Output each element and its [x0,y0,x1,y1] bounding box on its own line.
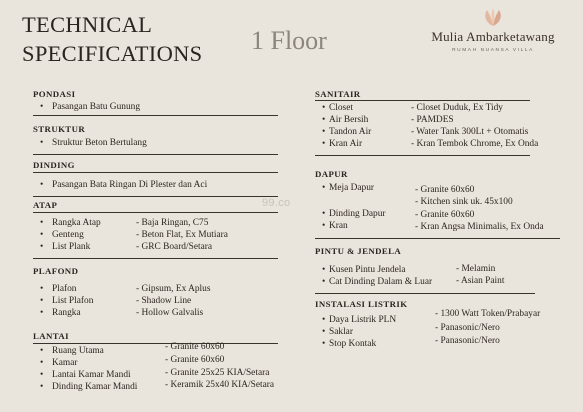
section-title: PLAFOND [33,266,79,276]
section-title: STRUKTUR [33,124,86,134]
title-line-1: TECHNICAL [22,12,153,37]
bullet-icon: • [40,370,44,380]
list-item: • Rangka Atap - Baja Ringan, C75 [40,218,209,228]
bullet-icon: • [40,296,44,306]
bullet-icon: • [40,242,44,252]
spec-value: - Kitchen sink uk. 45x100 [415,197,513,207]
page-title [22,10,203,68]
section-pondasi [33,88,278,116]
section-divider [33,196,278,197]
section-title: DINDING [33,160,75,170]
list-item: • Rangka - Hollow Galvalis [40,308,204,318]
section-title: ATAP [33,200,58,210]
bullet-icon: • [322,209,326,219]
brand-name: Mulia Ambarketawang [431,29,555,44]
list-item: • Plafon - Gipsum, Ex Aplus [40,284,211,294]
section-struktur [33,123,278,155]
section-plafond [33,265,278,319]
list-item: • Pasangan Batu Gunung [40,102,141,112]
section-title: PINTU & JENDELA [315,246,402,256]
list-item: • List Plank - GRC Board/Setara [40,242,213,252]
list-item: • Air Bersih - PAMDES [322,115,454,125]
bullet-icon: • [322,103,326,113]
brand-logo-block [418,7,568,53]
spec-value: - Asian Paint [456,276,505,286]
spec-value: - Granite 60x60 [165,342,225,352]
spec-value: - Granite 60x60 [415,210,475,220]
bullet-icon: • [322,339,326,349]
bullet-icon: • [40,218,44,228]
bullet-icon: • [40,346,44,356]
spec-value: - Panasonic/Nero [435,323,500,333]
bullet-icon: • [322,277,326,287]
section-sanitair [315,88,539,156]
list-item: • Genteng - Beton Flat, Ex Mutiara [40,230,228,240]
section-dapur: DAPUR • Meja Dapur • Dinding Dapur • Kran - Granite 60x60 - Kitchen sink uk. 45x100 - Granite 60x60 - Kran Angsa Minimalis, Ex Onda [315,168,560,240]
section-divider [33,212,278,213]
section-lantai: LANTAI • Ruang Utama • Kamar • Lantai Kamar Mandi • Dinding Kamar Mandi - Granite 60x60 - Granite 60x60 - Granite 25x25 KIA/Setara - Keramik 25x40 KIA/Setara [33,330,298,400]
list-item: • Pasangan Bata Ringan Di Plester dan Aci [40,180,208,190]
spec-value: - Granite 60x60 [415,185,475,195]
title-line-2: SPECIFICATIONS [22,41,203,66]
bullet-icon: • [322,265,326,275]
bullet-icon: • [322,183,326,193]
section-title: INSTALASI LISTRIK [315,299,408,309]
spec-value: - Granite 25x25 KIA/Setara [165,368,270,378]
bullet-icon: • [322,315,326,325]
bullet-icon: • [40,138,44,148]
section-divider [33,258,278,259]
section-divider [33,343,278,344]
bullet-icon: • [40,358,44,368]
list-item: • List Plafon - Shadow Line [40,296,192,306]
section-title: SANITAIR [315,89,361,99]
bullet-icon: • [40,284,44,294]
list-item: • Closet - Closet Duduk, Ex Tidy [322,103,503,113]
watermark: 99.co [262,197,291,209]
spec-value: - Panasonic/Nero [435,336,500,346]
bullet-icon: • [40,102,44,112]
section-dinding [33,159,278,197]
floor-label: 1 Floor [251,26,327,55]
bullet-icon: • [322,327,326,337]
spec-value: - Keramik 25x40 KIA/Setara [165,380,275,390]
bullet-icon: • [322,139,326,149]
section-divider [33,154,278,155]
spec-value: - Melamin [456,264,496,274]
bullet-icon: • [40,382,44,392]
section-divider [315,238,560,239]
section-divider [33,115,278,116]
section-title: LANTAI [33,331,69,341]
spec-value: - Kran Angsa Minimalis, Ex Onda [415,222,544,232]
spec-value: - 1300 Watt Token/Prabayar [435,309,541,319]
section-instalasi-listrik: INSTALASI LISTRIK • Daya Listrik PLN • Saklar • Stop Kontak - 1300 Watt Token/Prabayar - Panasonic/Nero - Panasonic/Nero [315,298,575,358]
bullet-icon: • [40,230,44,240]
section-divider [315,100,530,101]
bullet-icon: • [322,221,326,231]
section-divider [315,155,530,156]
bullet-icon: • [40,180,44,190]
bullet-icon: • [322,115,326,125]
brand-leaf-icon [480,7,506,27]
list-item: • Kran Air - Kran Tembok Chrome, Ex Onda [322,139,539,149]
brand-tagline: RUMAH NUANSA VILLA [452,48,534,53]
section-title: DAPUR [315,169,348,179]
list-item: • Struktur Beton Bertulang [40,138,147,148]
bullet-icon: • [322,127,326,137]
spec-value: - Granite 60x60 [165,355,225,365]
section-divider [315,293,535,294]
bullet-icon: • [40,308,44,318]
list-item: • Tandon Air - Water Tank 300Lt + Otomatis [322,127,529,137]
section-atap [33,199,278,259]
section-divider [33,172,278,173]
section-title: PONDASI [33,89,76,99]
section-pintu-jendela: PINTU & JENDELA • Kusen Pintu Jendela • Cat Dinding Dalam & Luar - Melamin - Asian Paint [315,245,535,295]
